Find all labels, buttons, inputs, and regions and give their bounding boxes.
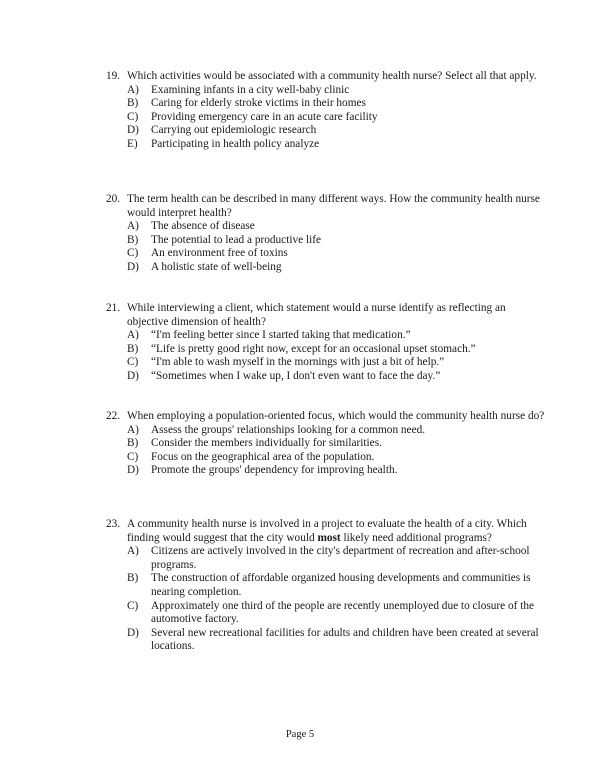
question-stem: The term health can be described in many different ways. How the community health nurse would interpret health? (127, 193, 540, 219)
question-number: 19. (106, 70, 121, 82)
answer-choices (106, 545, 546, 654)
choice-letter: C) (127, 247, 139, 260)
choice-letter: B) (127, 97, 139, 110)
answer-choice (106, 329, 546, 343)
answer-choice (106, 247, 546, 261)
choice-letter: B) (127, 437, 139, 450)
choice-letter: A) (127, 83, 139, 96)
answer-choice (106, 464, 546, 478)
choice-letter: B) (127, 572, 139, 585)
choice-letter: D) (127, 124, 139, 137)
answer-choice (106, 424, 546, 438)
choice-letter: D) (127, 464, 139, 477)
answer-choice (106, 437, 546, 451)
choice-letter: C) (127, 450, 139, 463)
answer-choices (106, 424, 546, 478)
stem-text-after: likely need additional programs? (340, 531, 492, 544)
choice-text: Caring for elderly stroke victims in their homes (151, 97, 366, 110)
answer-choices (106, 329, 546, 383)
page-number: Page 5 (285, 729, 315, 740)
choice-text: Assess the groups' relationships looking for a common need. (151, 423, 426, 436)
question-stem (127, 518, 546, 545)
answer-choice (106, 370, 546, 384)
stem-emphasis: most (317, 531, 341, 544)
choice-text: “I'm feeling better since I started taking that medication.” (151, 329, 411, 342)
choice-text: “I'm able to wash myself in the mornings with just a bit of help.” (151, 356, 445, 369)
choice-letter: D) (127, 626, 139, 639)
choice-letter: A) (127, 220, 139, 233)
answer-choice (106, 572, 546, 599)
question-number: 22. (106, 410, 121, 422)
question-stem: Which activities would be associated with a community health nurse? Select all that apply. (127, 70, 537, 82)
choice-text: “Life is pretty good right now, except for an occasional upset stomach.” (151, 342, 476, 355)
answer-choice (106, 356, 546, 370)
answer-choice (106, 124, 546, 138)
choice-letter: A) (127, 329, 139, 342)
question-number: 23. (106, 518, 121, 530)
choice-text: “Sometimes when I wake up, I don't even want to face the day.” (151, 369, 441, 382)
choice-letter: C) (127, 110, 139, 123)
choice-letter: C) (127, 599, 139, 612)
question-20 (106, 193, 546, 275)
answer-choice (106, 111, 546, 125)
question-stem: While interviewing a client, which statement would a nurse identify as reflecting an objective dimension of health? (127, 302, 506, 328)
question-stem: When employing a population-oriented focus, which would the community health nurse do? (127, 410, 545, 422)
choice-text: Several new recreational facilities for adults and children have been created at several locations. (151, 626, 539, 653)
choice-text: The absence of disease (151, 220, 255, 233)
question-19 (106, 70, 546, 152)
choice-text: Carrying out epidemiologic research (151, 124, 317, 137)
question-number: 21. (106, 302, 121, 314)
question-number: 20. (106, 193, 121, 205)
answer-choice (106, 234, 546, 248)
choice-text: An environment free of toxins (151, 247, 288, 260)
choice-text: The potential to lead a productive life (151, 233, 322, 246)
answer-choice (106, 343, 546, 357)
question-21 (106, 302, 546, 384)
answer-choice (106, 138, 546, 152)
answer-choices (106, 220, 546, 274)
choice-text: Citizens are actively involved in the city's department of recreation and after-school programs. (151, 545, 530, 571)
stem-text-before: A community health nurse is involved in a project to evaluate the health of a city. Which finding would suggest that the city would (127, 518, 527, 544)
choice-text: Participating in health policy analyze (151, 137, 320, 150)
answer-choice (106, 220, 546, 234)
question-23 (106, 518, 546, 654)
choice-letter: B) (127, 342, 139, 355)
answer-choice (106, 545, 546, 572)
choice-text: Focus on the geographical area of the population. (151, 450, 375, 463)
answer-choice (106, 600, 546, 627)
answer-choice (106, 261, 546, 275)
answer-choice (106, 84, 546, 98)
choice-text: A holistic state of well-being (151, 260, 282, 273)
choice-text: The construction of affordable organized housing developments and communities is nearing completion. (151, 572, 531, 598)
question-22 (106, 410, 546, 478)
answer-choice (106, 97, 546, 111)
choice-text: Providing emergency care in an acute care facility (151, 110, 378, 123)
choice-letter: A) (127, 423, 139, 436)
choice-text: Examining infants in a city well-baby clinic (151, 83, 350, 96)
answer-choice (106, 627, 546, 654)
choice-text: Promote the groups' dependency for improving health. (151, 464, 398, 477)
answer-choice (106, 451, 546, 465)
answer-choices (106, 84, 546, 152)
choice-letter: B) (127, 233, 139, 246)
choice-text: Approximately one third of the people are recently unemployed due to closure of the automotive factory. (151, 599, 535, 626)
choice-letter: E) (127, 137, 138, 150)
choice-letter: A) (127, 545, 139, 558)
choice-text: Consider the members individually for similarities. (151, 437, 382, 450)
choice-letter: D) (127, 260, 139, 273)
choice-letter: C) (127, 356, 139, 369)
choice-letter: D) (127, 369, 139, 382)
